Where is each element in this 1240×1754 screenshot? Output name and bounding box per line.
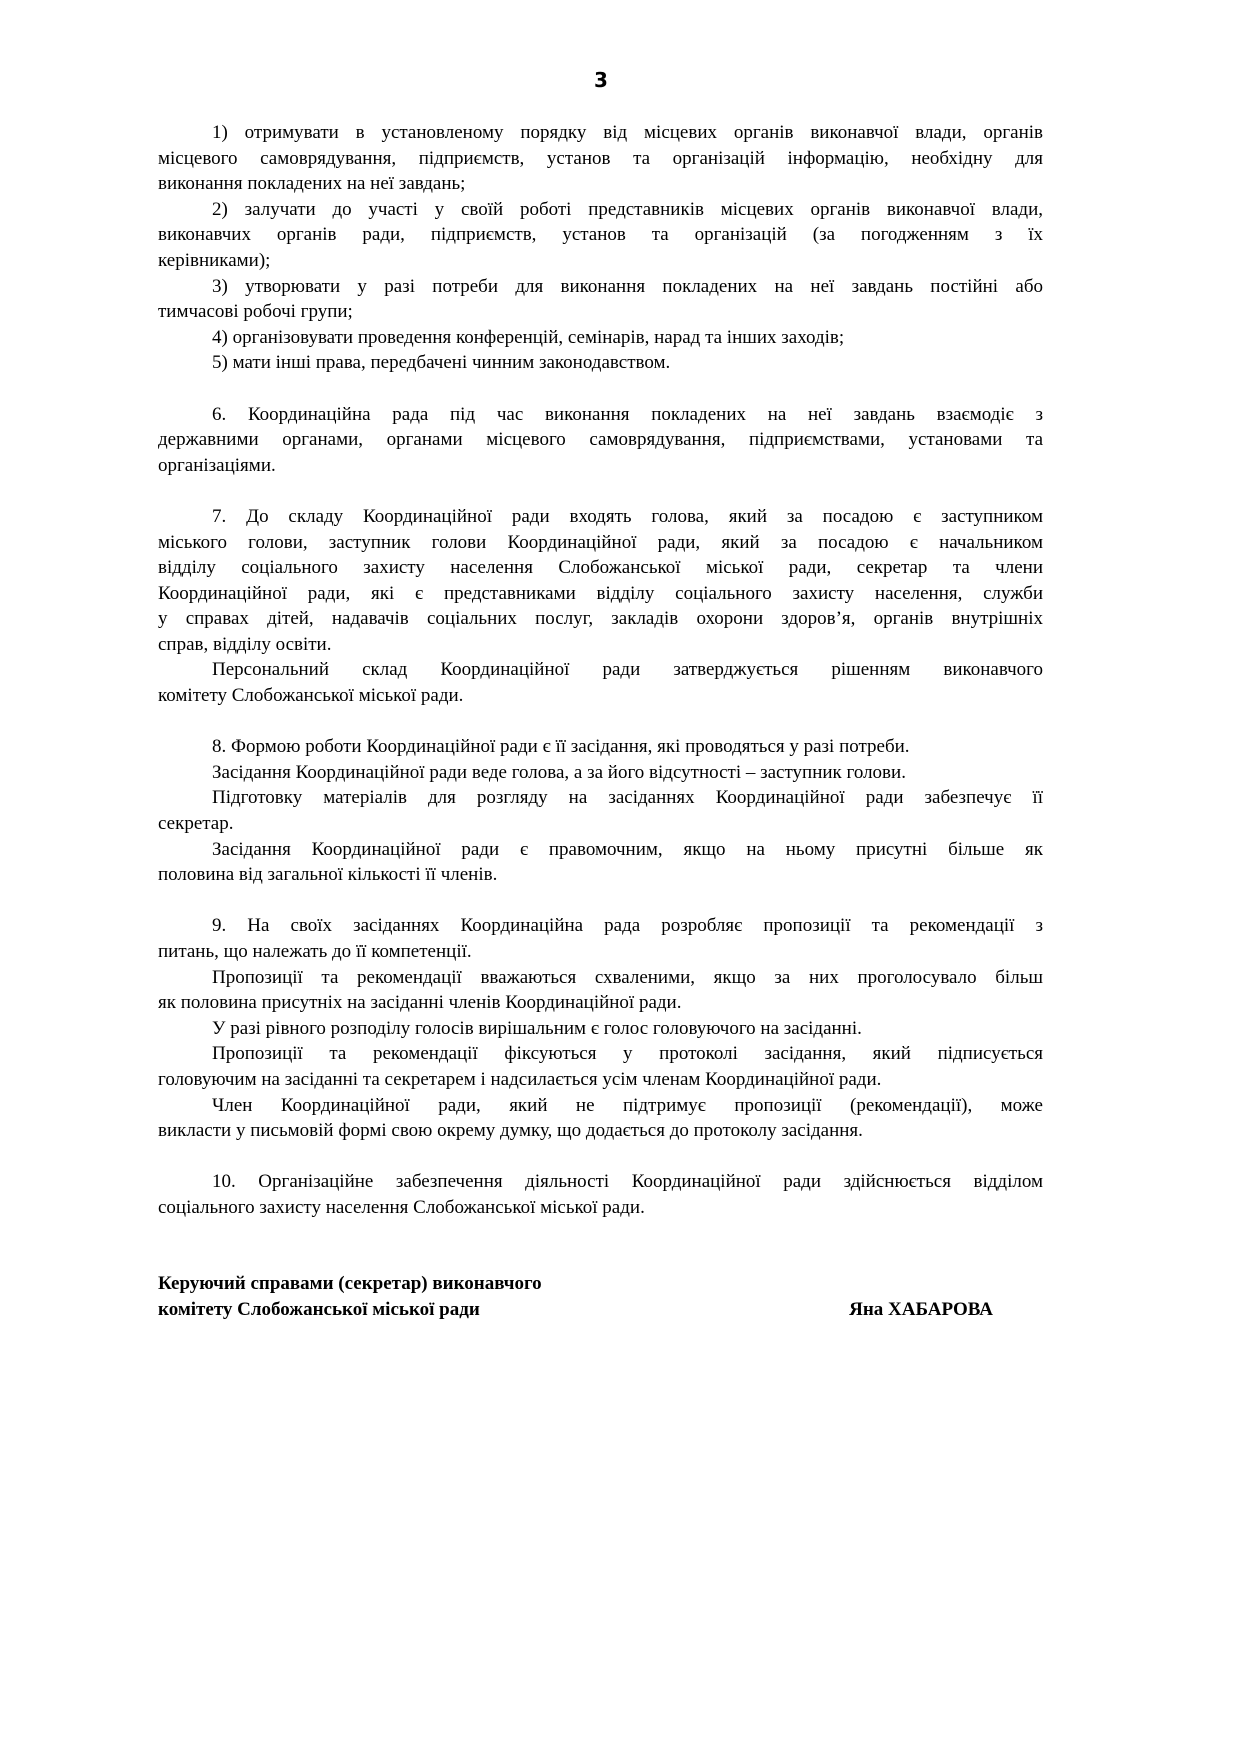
text-line: секретар. [158,813,234,835]
section-gap [158,888,1043,914]
text-line: соціального захисту населення Слобожанської міської ради. [158,1196,645,1218]
text-line: 9. На своїх засіданнях Координаційна рада розробляє пропозиції та рекомендації з [212,915,1043,937]
document-body [158,120,1043,1221]
paragraph [158,1016,1043,1042]
text-line: виконання покладених на неї завдань; [158,173,466,195]
signatory-name: Яна ХАБАРОВА [849,1298,993,1320]
page-number: 3 [594,68,608,92]
text-line: Пропозиції та рекомендації фіксуються у протоколі засідання, який підписується [212,1043,1043,1065]
text-line: виконавчих органів ради, підприємств, установ та організацій (за погодженням з їх [158,224,1043,246]
text-line: 5) мати інші права, передбачені чинним законодавством. [212,352,671,374]
section-gap [158,1144,1043,1170]
text-line: 4) організовувати проведення конференцій, семінарів, нарад та інших заходів; [212,326,845,348]
text-line: питань, що належать до її компетенції. [158,941,472,962]
paragraph [158,402,1043,479]
paragraph [158,120,1043,197]
text-line: головуючим на засіданні та секретарем і надсилається усім членам Координаційної ради. [158,1068,882,1090]
section-gap [158,478,1043,504]
text-line: керівниками); [158,249,271,271]
text-line: Засідання Координаційної ради веде голова, а за його відсутності – заступник голови. [212,761,906,783]
text-line: міського голови, заступник голови Координаційної ради, який за посадою є начальником [158,531,1043,553]
text-line: 3) утворювати у разі потреби для виконання покладених на неї завдань постійні або [212,275,1043,297]
text-line: половина від загальної кількості її членів. [158,864,498,886]
section-2 [158,402,1043,479]
section-4 [158,734,1043,888]
text-line: Підготовку матеріалів для розгляду на засіданнях Координаційної ради забезпечує її [212,787,1043,809]
section-6 [158,1169,1043,1220]
paragraph [158,785,1043,836]
paragraph [158,197,1043,274]
section-5 [158,913,1043,1143]
text-line: Пропозиції та рекомендації вважаються схваленими, якщо за них проголосувало більш [212,966,1043,988]
signature-block [158,1271,993,1322]
text-line: місцевого самоврядування, підприємств, установ та організацій інформацію, необхідну для [158,147,1043,169]
paragraph [158,1041,1043,1092]
paragraph [158,760,1043,786]
text-line: комітету Слобожанської міської ради. [158,685,464,707]
paragraph [158,913,1043,964]
text-line: 8. Формою роботи Координаційної ради є її засідання, які проводяться у разі потреби. [212,736,910,758]
paragraph [158,325,1043,351]
section-1 [158,120,1043,376]
paragraph [158,504,1043,658]
text-line: у справах дітей, надавачів соціальних послуг, закладів охорони здоров’я, органів внутрішніх [158,608,1043,630]
text-line: 7. До складу Координаційної ради входять голова, який за посадою є заступником [212,505,1043,527]
text-line: Персональний склад Координаційної ради затверджується рішенням виконавчого [212,659,1043,681]
text-line: Член Координаційної ради, який не підтримує пропозиції (рекомендації), може [212,1094,1043,1116]
paragraph [158,734,1043,760]
paragraph [158,1093,1043,1144]
paragraph [158,657,1043,708]
text-line: Засідання Координаційної ради є правомочним, якщо на ньому присутні більше як [212,838,1043,860]
paragraph [158,274,1043,325]
text-line: 2) залучати до участі у своїй роботі представників місцевих органів виконавчої влади, [212,198,1043,220]
text-line: 1) отримувати в установленому порядку від місцевих органів виконавчої влади, органів [212,122,1043,143]
paragraph [158,837,1043,888]
text-line: викласти у письмовій формі свою окрему думку, що додається до протоколу засідання. [158,1120,863,1142]
signatory-position-line-2: комітету Слобожанської міської ради [158,1298,480,1320]
text-line: 10. Організаційне забезпечення діяльності Координаційної ради здійснюється відділом [212,1171,1043,1193]
text-line: 6. Координаційна рада під час виконання покладених на неї завдань взаємодіє з [212,403,1043,425]
text-line: організаціями. [158,454,276,476]
paragraph [158,965,1043,1016]
text-line: державними органами, органами місцевого самоврядування, підприємствами, установами та [158,429,1043,451]
text-line: як половина присутніх на засіданні членів Координаційної ради. [158,992,682,1014]
section-gap [158,376,1043,402]
text-line: справ, відділу освіти. [158,633,332,655]
text-line: У разі рівного розподілу голосів вирішальним є голос головуючого на засіданні. [212,1017,862,1039]
text-line: Координаційної ради, які є представниками відділу соціального захисту населення, служби [158,582,1043,604]
paragraph [158,350,1043,376]
paragraph [158,1169,1043,1220]
section-gap [158,709,1043,735]
signatory-position-line-1: Керуючий справами (секретар) виконавчого [158,1273,542,1294]
section-3 [158,504,1043,709]
text-line: тимчасові робочі групи; [158,301,353,323]
text-line: відділу соціального захисту населення Слобожанської міської ради, секретар та члени [158,557,1043,579]
